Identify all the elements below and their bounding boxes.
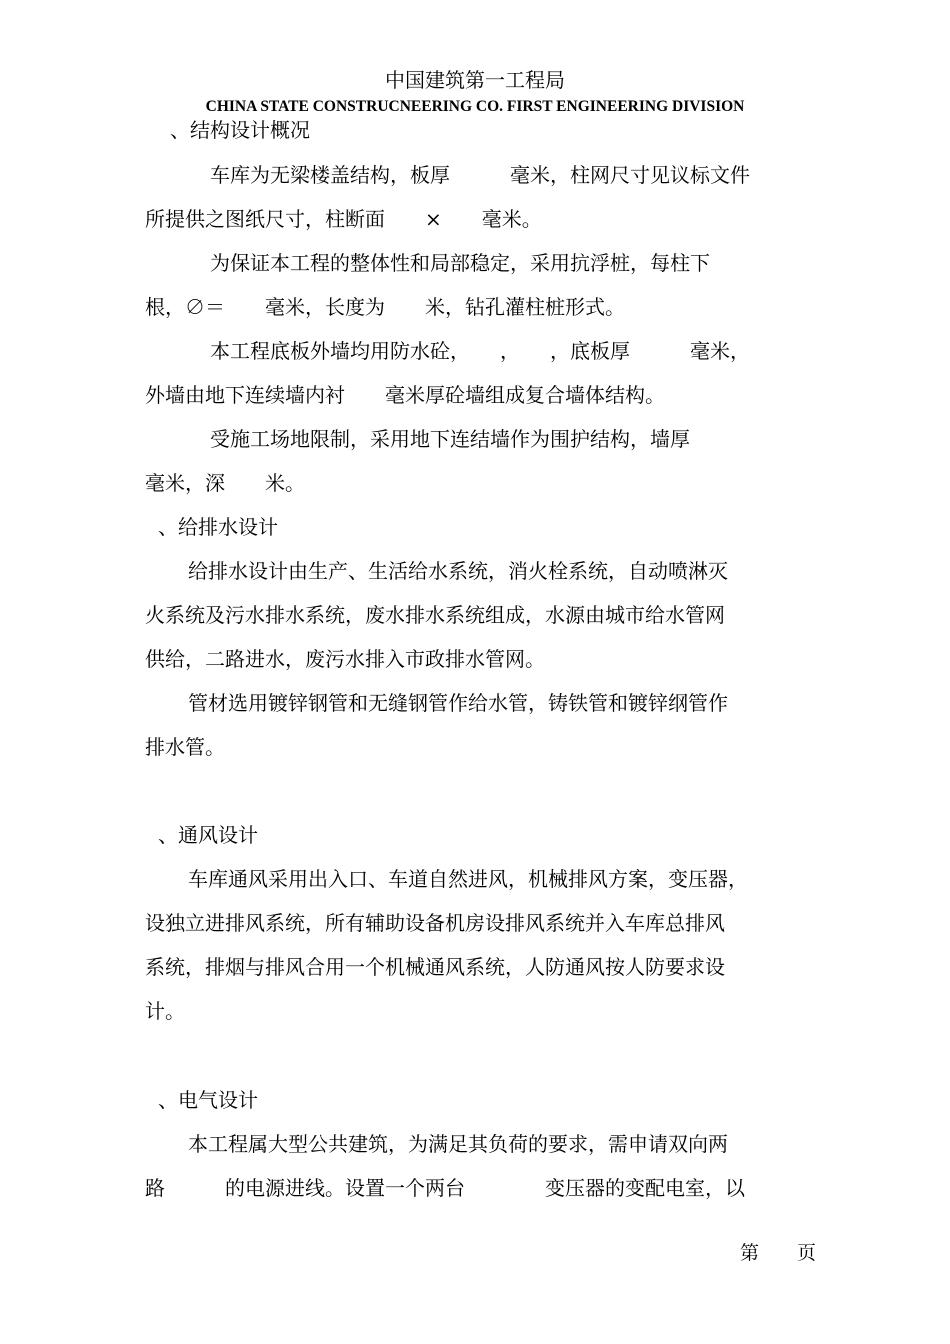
heading-water: 、给排水设计	[158, 515, 278, 539]
structure-line-4: 根，∅＝ 毫米，长度为 米，钻孔灌柱桩形式。	[145, 295, 625, 319]
ventilation-line-3: 系统，排烟与排风合用一个机械通风系统，人防通风按人防要求设	[145, 955, 725, 979]
heading-electrical: 、电气设计	[158, 1088, 258, 1112]
heading-ventilation: 、通风设计	[158, 823, 258, 847]
structure-line-1: 车库为无梁楼盖结构，板厚 毫米，柱网尺寸见议标文件	[210, 163, 750, 187]
heading-structure: 、结构设计概况	[170, 118, 310, 142]
structure-line-8: 毫米，深 米。	[145, 471, 305, 495]
water-line-2: 火系统及污水排水系统，废水排水系统组成，水源由城市给水管网	[145, 603, 725, 627]
structure-line-2: 所提供之图纸尺寸，柱断面 × 毫米。	[145, 207, 542, 231]
water-line-3: 供给，二路进水，废污水排入市政排水管网。	[145, 647, 545, 671]
water-line-5: 排水管。	[145, 735, 225, 759]
electrical-line-2: 路 的电源进线。设置一个两台 变压器的变配电室，以	[145, 1176, 745, 1200]
ventilation-line-2: 设独立进排风系统，所有辅助设备机房设排风系统并入车库总排风	[145, 911, 725, 935]
ventilation-line-4: 计。	[145, 999, 185, 1023]
structure-line-5: 本工程底板外墙均用防水砼， ， ，底板厚 毫米，	[210, 339, 750, 363]
water-line-1: 给排水设计由生产、生活给水系统，消火栓系统，自动喷淋灭	[188, 559, 728, 583]
structure-line-6: 外墙由地下连续墙内衬 毫米厚砼墙组成复合墙体结构。	[145, 383, 665, 407]
page-number-label: 第 页	[740, 1242, 817, 1264]
header-org-cn: 中国建筑第一工程局	[385, 68, 565, 92]
electrical-line-1: 本工程属大型公共建筑，为满足其负荷的要求，需申请双向两	[188, 1132, 728, 1156]
ventilation-line-1: 车库通风采用出入口、车道自然进风，机械排风方案，变压器，	[188, 867, 748, 891]
water-line-4: 管材选用镀锌钢管和无缝钢管作给水管，铸铁管和镀锌纲管作	[188, 691, 728, 715]
header-org-en: CHINA STATE CONSTRUCNEERING CO. FIRST ENGINEERING DIVISION	[205, 98, 745, 115]
structure-line-7: 受施工场地限制，采用地下连结墙作为围护结构，墙厚	[210, 427, 690, 451]
structure-line-3: 为保证本工程的整体性和局部稳定，采用抗浮桩，每柱下	[210, 251, 710, 275]
